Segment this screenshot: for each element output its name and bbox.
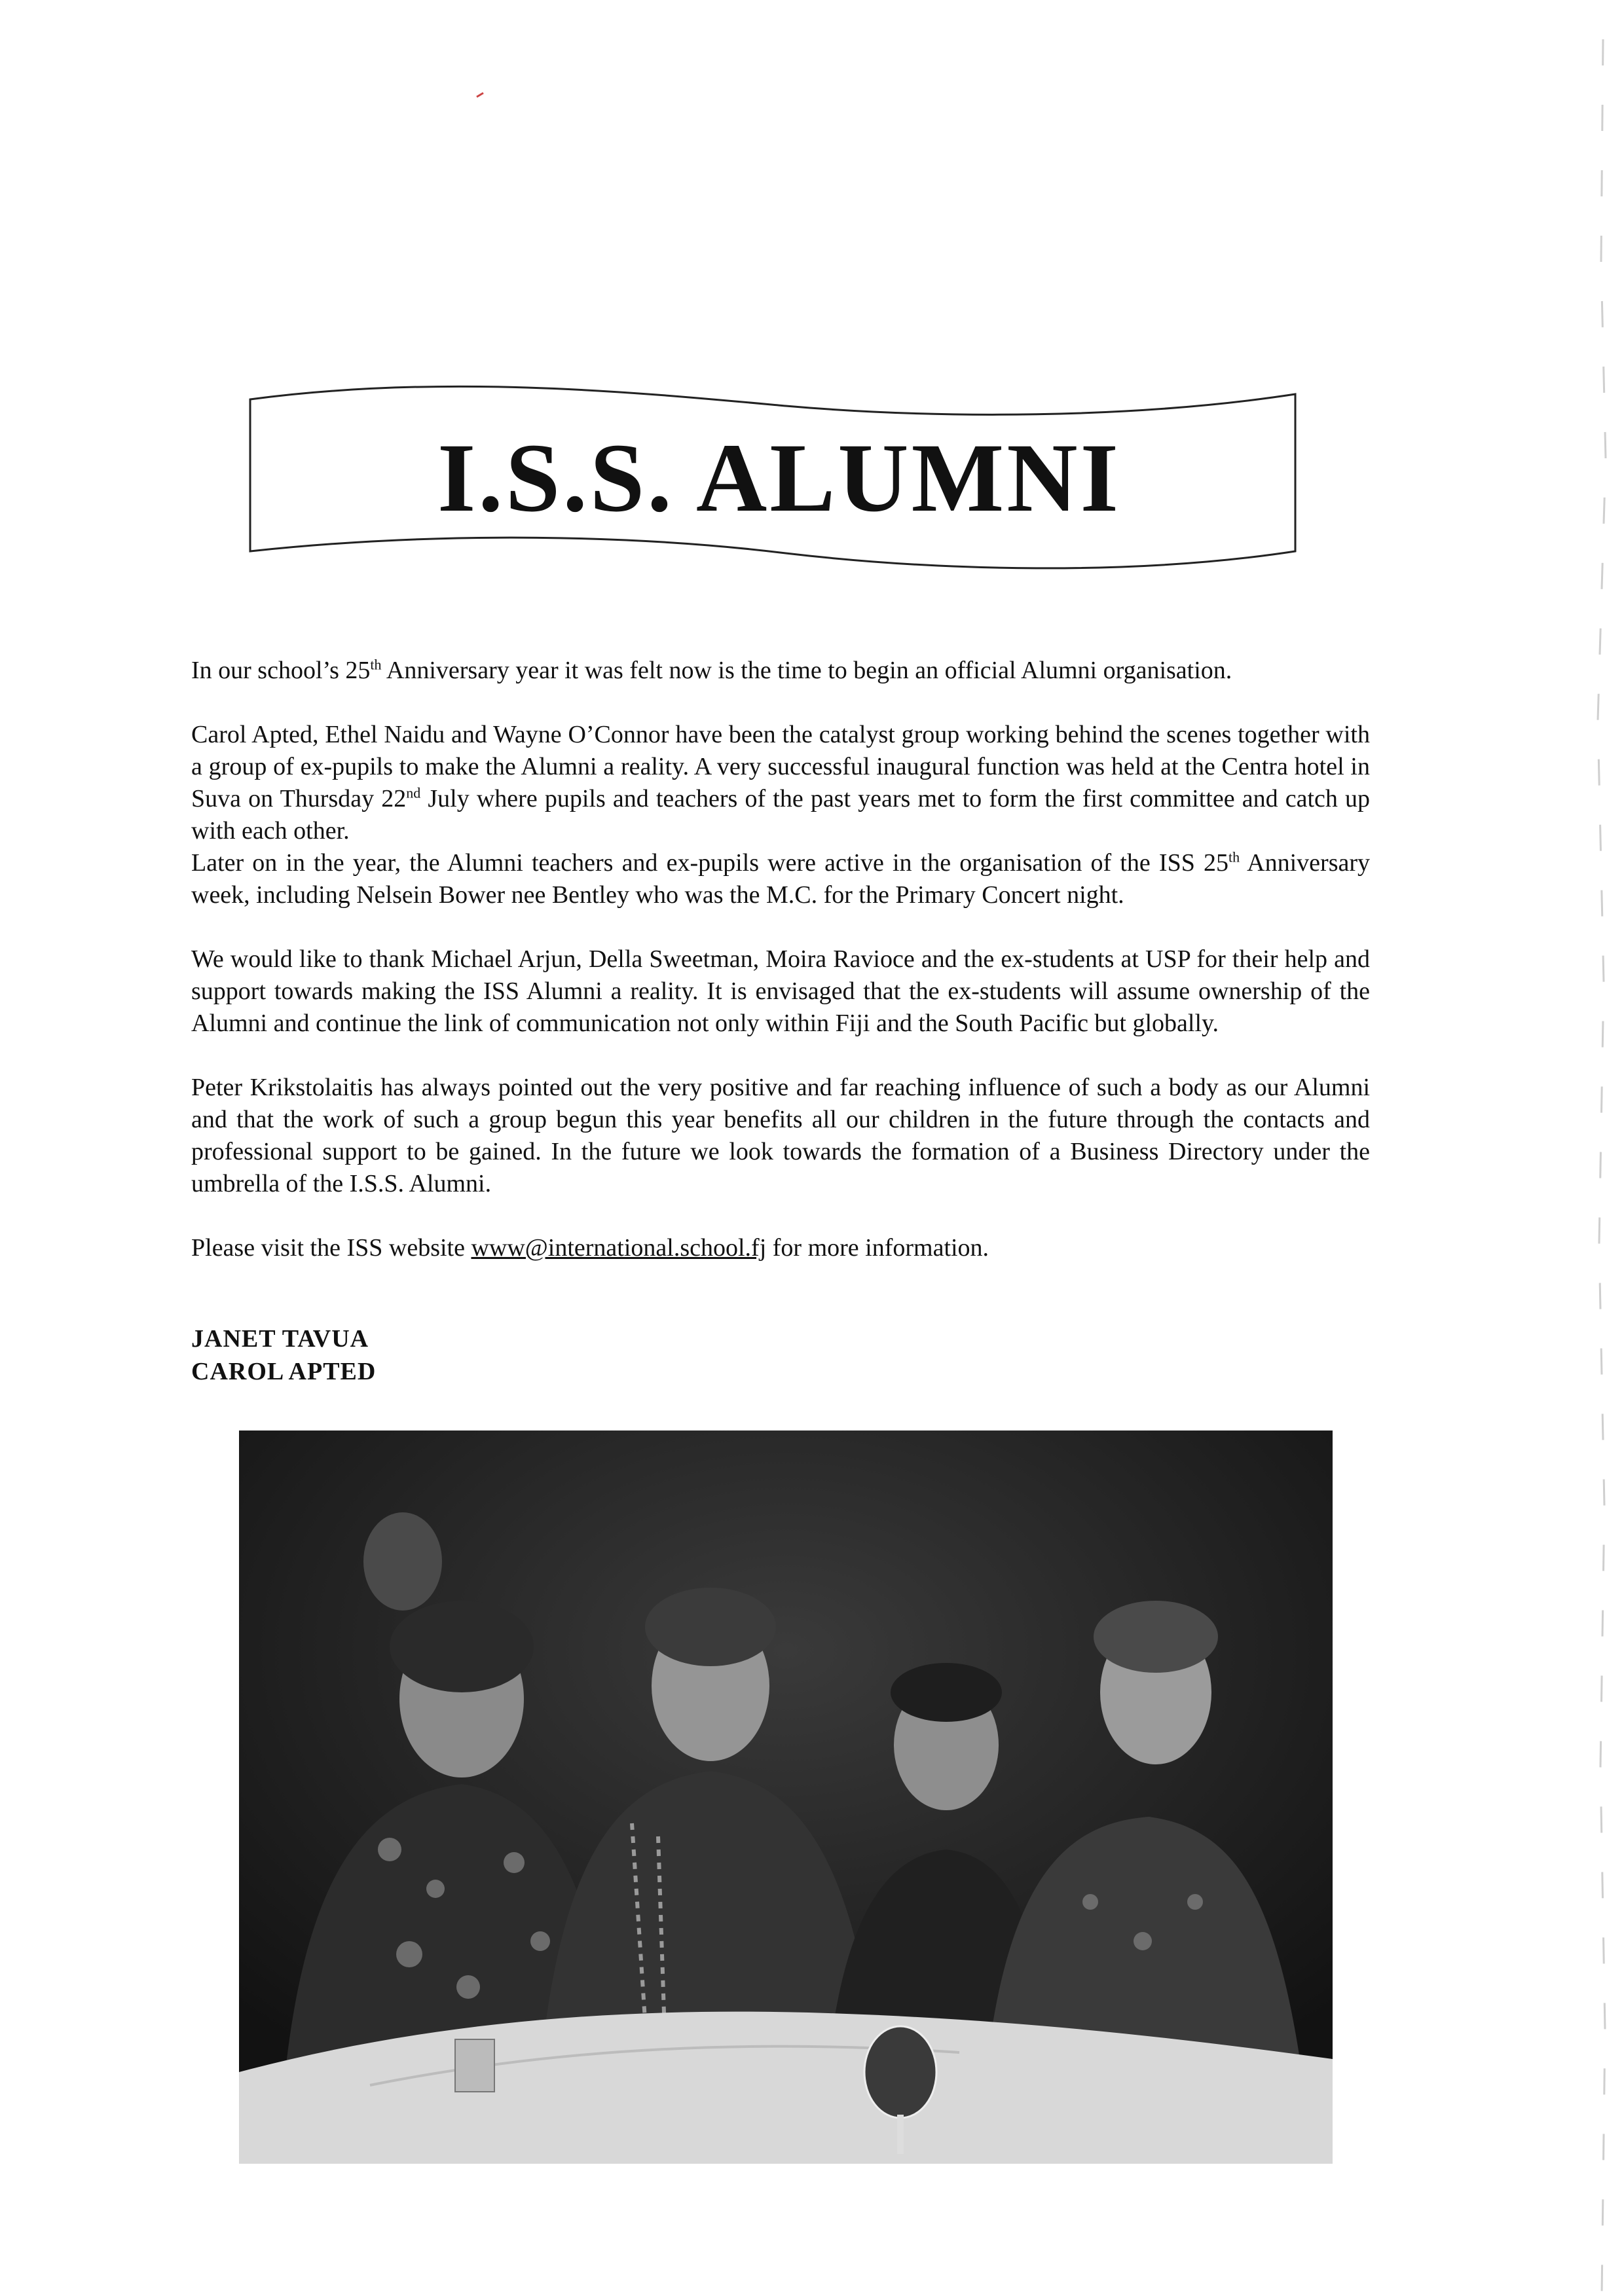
photo-illustration (239, 1430, 1333, 2164)
paragraph-anniversary-week: Later on in the year, the Alumni teachers and ex-pupils were active in the organisation of the ISS 25th Anniversary week, including Nelsein Bower nee Bentley who was the M.C. for the Primary Concert night. (191, 848, 1371, 909)
author-name: JANET TAVUA (191, 1325, 369, 1353)
title-banner (249, 380, 1310, 576)
author-name: CAROL APTED (191, 1358, 377, 1385)
article-body (191, 655, 1370, 1296)
website-link[interactable]: www@international.school.fj (471, 1234, 767, 1262)
group-photo (239, 1430, 1333, 2164)
paragraph-influence: Peter Krikstolaitis has always pointed out the very positive and far reaching influence of such a body as our Alumni and that the work of such a group begun this year benefits all our children in the future through the contacts and professional support to be gained. In the future we look towards the formation of a Business Directory under the umbrella of the I.S.S. Alumni. (191, 1074, 1370, 1197)
author-signatures (191, 1322, 715, 1388)
paragraph-thanks: We would like to thank Michael Arjun, Della Sweetman, Moira Ravioce and the ex-students at USP for their help and support towards making the ISS Alumni a reality. It is envisaged that the ex-students will assume ownership of the Alumni and continue the link of communication not only within Fiji and the South Pacific but globally. (191, 945, 1370, 1037)
paragraph-catalyst-group: Carol Apted, Ethel Naidu and Wayne O’Connor have been the catalyst group working behind the scenes together with a group of ex-pupils to make the Alumni a reality. A very successful inaugural function was held at the Centra hotel in Suva on Thursday 22nd July where pupils and teachers of the past years met to form the first committee and catch up with each other. (191, 721, 1370, 845)
paragraph-website: Please visit the ISS website www@international.school.fj for more information. (191, 1234, 989, 1262)
paragraph-intro: In our school’s 25th Anniversary year it was felt now is the time to begin an official Alumni organisation. (191, 656, 1232, 684)
page-title: I.S.S. ALUMNI (437, 424, 1121, 532)
